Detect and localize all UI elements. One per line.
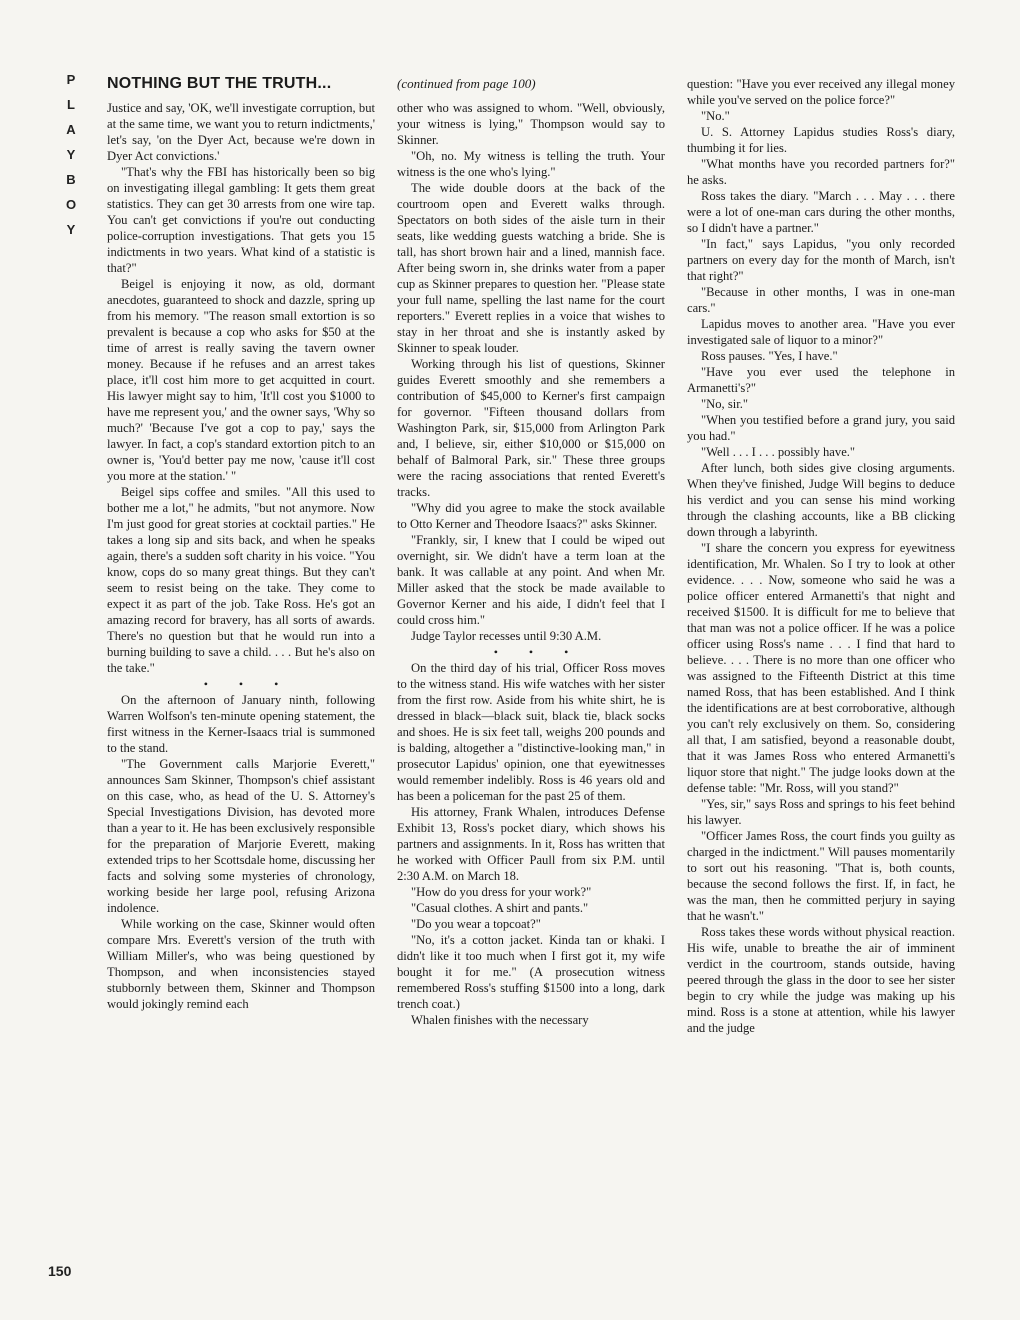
article-paragraph: "Do you wear a topcoat?" [411,917,541,931]
article-paragraph: While working on the case, Skinner would often compare Mrs. Everett's version of the truth with William Miller's, who was being questioned by Thompson, and when inconsistencies stayed stubbornly between them, Skinner and Thompson would jokingly remind each [107,917,375,1011]
article-paragraph: "When you testified before a grand jury, you said you had." [687,413,955,443]
article-paragraph: "Oh, no. My witness is telling the truth. Your witness is the one who's lying." [397,149,665,179]
sidebar-letter: A [66,122,76,137]
article-paragraph: Ross pauses. "Yes, I have." [701,349,838,363]
article-paragraph: "Why did you agree to make the stock available to Otto Kerner and Theodore Isaacs?" asks Skinner. [397,501,665,531]
sidebar-letter: P [66,72,76,87]
article-paragraph: "That's why the FBI has historically been so big on investigating illegal gambling: It gets them great statistics. They can get 30 arrests from one wire tap. You can't get convictions if you're out conducting police-corruption investigations. That gets you 15 indictments in two years. What kind of a statistic is that?" [107,165,375,275]
article-column-1 [107,76,375,1012]
page-number: 150 [48,1263,72,1279]
article-paragraph: Ross takes these words without physical reaction. His wife, unable to breathe the air of imminent verdict in the courtroom, stands outside, having peered through the glass in the door to see her sister begin to cry while the judge was making up his mind. Ross is a stone at attention, while his lawyer and the judge [687,925,955,1035]
article-paragraph: His attorney, Frank Whalen, introduces Defense Exhibit 13, Ross's pocket diary, which shows his partners and assignments. In it, Ross has written that he worked with Officer Paull from six P.M. until 2:30 A.M. on March 18. [397,805,665,883]
sidebar-letter: O [65,197,77,212]
article-paragraph: "No, it's a cotton jacket. Kinda tan or khaki. I didn't like it too much when I first got it, my wife bought it for me." (A prosecution witness remembered Ross's stuffing $1500 into a long, dark trench coat.) [397,933,665,1011]
column-3-body [687,76,955,1036]
article-paragraph: Beigel sips coffee and smiles. "All this used to bother me a lot," he admits, "but not anymore. Now I'm just good for great stories at cocktail parties." He takes a long sip and sits back, and when he speaks again, there's a sudden soft charity in his voice. "You know, cops do so many great things. But they can't seem to resist being on the take. They come to expect it as part of the job. Take Ross. He's got an amazing record for bravery, has all sorts of awards. There's no question but that he would run into a burning building to save a child. . . . But he's also on the take." [107,485,375,675]
section-break: • • • [203,677,293,691]
magazine-sidebar-logo [60,72,82,247]
article-paragraph: "Officer James Ross, the court finds you guilty as charged in the indictment." Will pauses momentarily to sort out his reasoning. "That is, both counts, because the second follows the first. If, in fact, he was the man, then he committed perjury in saying that he wasn't." [687,829,955,923]
article-paragraph: "Have you ever used the telephone in Armanetti's?" [687,365,955,395]
article-paragraph: question: "Have you ever received any illegal money while you've served on the police force?" [687,77,955,107]
article-column-3 [687,76,955,1036]
article-paragraph: U. S. Attorney Lapidus studies Ross's diary, thumbing it for lies. [687,125,955,155]
article-paragraph: "Casual clothes. A shirt and pants." [411,901,589,915]
article-paragraph: On the afternoon of January ninth, following Warren Wolfson's ten-minute opening statement, the first witness in the Kerner-Isaacs trial is summoned to the stand. [107,693,375,755]
sidebar-letter: B [66,172,76,187]
article-paragraph: "Because in other months, I was in one-man cars." [687,285,955,315]
article-paragraph: "Yes, sir," says Ross and springs to his feet behind his lawyer. [687,797,955,827]
article-column-2 [397,76,665,1028]
column-1-body [107,100,375,1012]
sidebar-letter: Y [66,147,76,162]
continued-note: (continued from page 100) [397,76,536,91]
article-paragraph: "Well . . . I . . . possibly have." [701,445,856,459]
article-paragraph: "In fact," says Lapidus, "you only recorded partners on every day for the month of March, isn't that right?" [687,237,955,283]
article-paragraph: Whalen finishes with the necessary [411,1013,589,1027]
article-paragraph: The wide double doors at the back of the courtroom open and Everett walks through. Spectators on both sides of the aisle turn in their seats, like wedding guests watching a bride. She is tall, has short brown hair and a lined, mannish face. After being sworn in, she drinks water from a paper cup as Skinner prepares to question her. "Please state your full name, spelling the last name for the court reporters." Everett replies in a voice that wishes to stay in her throat and she is instantly asked by Skinner to speak louder. [397,181,665,355]
section-break: • • • [493,645,583,659]
article-paragraph: "Frankly, sir, I knew that I could be wiped out overnight, sir. We didn't have a term loan at the bank. It was callable at any point. And when Mr. Miller asked that the stock be made available to Governor Kerner and his aide, I didn't feel that I could cross him." [397,533,665,627]
article-paragraph: Justice and say, 'OK, we'll investigate corruption, but at the same time, we want you to return indictments,' let's say, 'on the Dyer Act, because we're down in Dyer Act convictions.' [107,101,375,163]
article-paragraph: "No." [701,109,730,123]
article-paragraph: Beigel is enjoying it now, as old, dormant anecdotes, guaranteed to shock and dazzle, spring up from his memory. "The reason small extortion is so prevalent is because a cop who asks for $50 at the time of arrest is really saving the tavern owner money. Because if he refuses and an arrest takes place, it'll cost him more to get acquitted in court. His lawyer might say to him, 'It'll cost you $1000 to have me represent you,' and the owner says, 'Why so much?' 'Because I've got a cop to pay,' says the lawyer. In fact, a cop's standard extortion pitch to an owner is, 'You'd better pay me now, 'cause it'll cost you more at the station.' " [107,277,375,483]
article-headline: NOTHING BUT THE TRUTH... [107,75,332,92]
sidebar-letter: Y [66,222,76,237]
article-paragraph: On the third day of his trial, Officer Ross moves to the witness stand. His wife watches with her sister from the first row. Aside from his white shirt, he is dressed in black—black suit, black tie, black socks and shoes. He is six feet tall, weighs 200 pounds and is balding, altogether a "distinctive-looking man," in prosecutor Lapidus' opinion, one that eyewitnesses would remember indelibly. Ross is 46 years old and has been a policeman for the past 25 of them. [397,661,665,803]
article-paragraph: "No, sir." [701,397,749,411]
article-paragraph: "The Government calls Marjorie Everett," announces Sam Skinner, Thompson's chief assistant on this case, who, as head of the U. S. Attorney's Special Investigations Division, has devoted more than a year to it. He has been exclusively responsible for the preparation of Marjorie Everett, making extended trips to her Scottsdale home, discussing her facts and solving some mysteries of chronology, working beside her large pool, refusing Arizona indolence. [107,757,375,915]
article-paragraph: Lapidus moves to another area. "Have you ever investigated sale of liquor to a minor?" [687,317,955,347]
article-paragraph: Judge Taylor recesses until 9:30 A.M. [411,629,602,643]
article-paragraph: "What months have you recorded partners for?" he asks. [687,157,955,187]
article-paragraph: Ross takes the diary. "March . . . May . . . there were a lot of one-man cars during the other months, so I didn't have a partner." [687,189,955,235]
sidebar-letter: L [67,97,75,112]
article-paragraph: other who was assigned to whom. "Well, obviously, your witness is lying," Thompson would say to Skinner. [397,101,665,147]
column-2-body [397,100,665,1028]
article-paragraph: Working through his list of questions, Skinner guides Everett smoothly and she remembers a contribution of $45,000 to Kerner's first campaign for governor. "Fifteen thousand dollars from Washington Park, sir, $15,000 from Arlington Park and, I believe, sir, either $10,000 or $15,000 on behalf of Balmoral Park, sir." These three groups were the racing associations that rented Everett's tracks. [397,357,665,499]
article-paragraph: "I share the concern you express for eyewitness identification, Mr. Whalen. So I try to look at other evidence. . . . Now, someone who said he was a police officer entered Armanetti's that night and received $1500. It is difficult for me to believe that that man was not a police officer. If he was a police officer using Ross's name . . . I find that hard to believe. . . . There is no more than one officer who was assigned to the Fifteenth District at this time named Ross, that has been established. And I think the identifications are at best corroborative, although you can't rely exclusively on them. So, considering all that, I am satisfied, beyond a reasonable doubt, that it was James Ross who entered Armanetti's liquor store that night." The judge looks down at the defense table: "Mr. Ross, will you stand?" [687,541,955,795]
article-paragraph: "How do you dress for your work?" [411,885,592,899]
article-paragraph: After lunch, both sides give closing arguments. When they've finished, Judge Will begins to deduce his verdict and you can sense his mind working through the clashing accounts, like a BB clicking down through a labyrinth. [687,461,955,539]
